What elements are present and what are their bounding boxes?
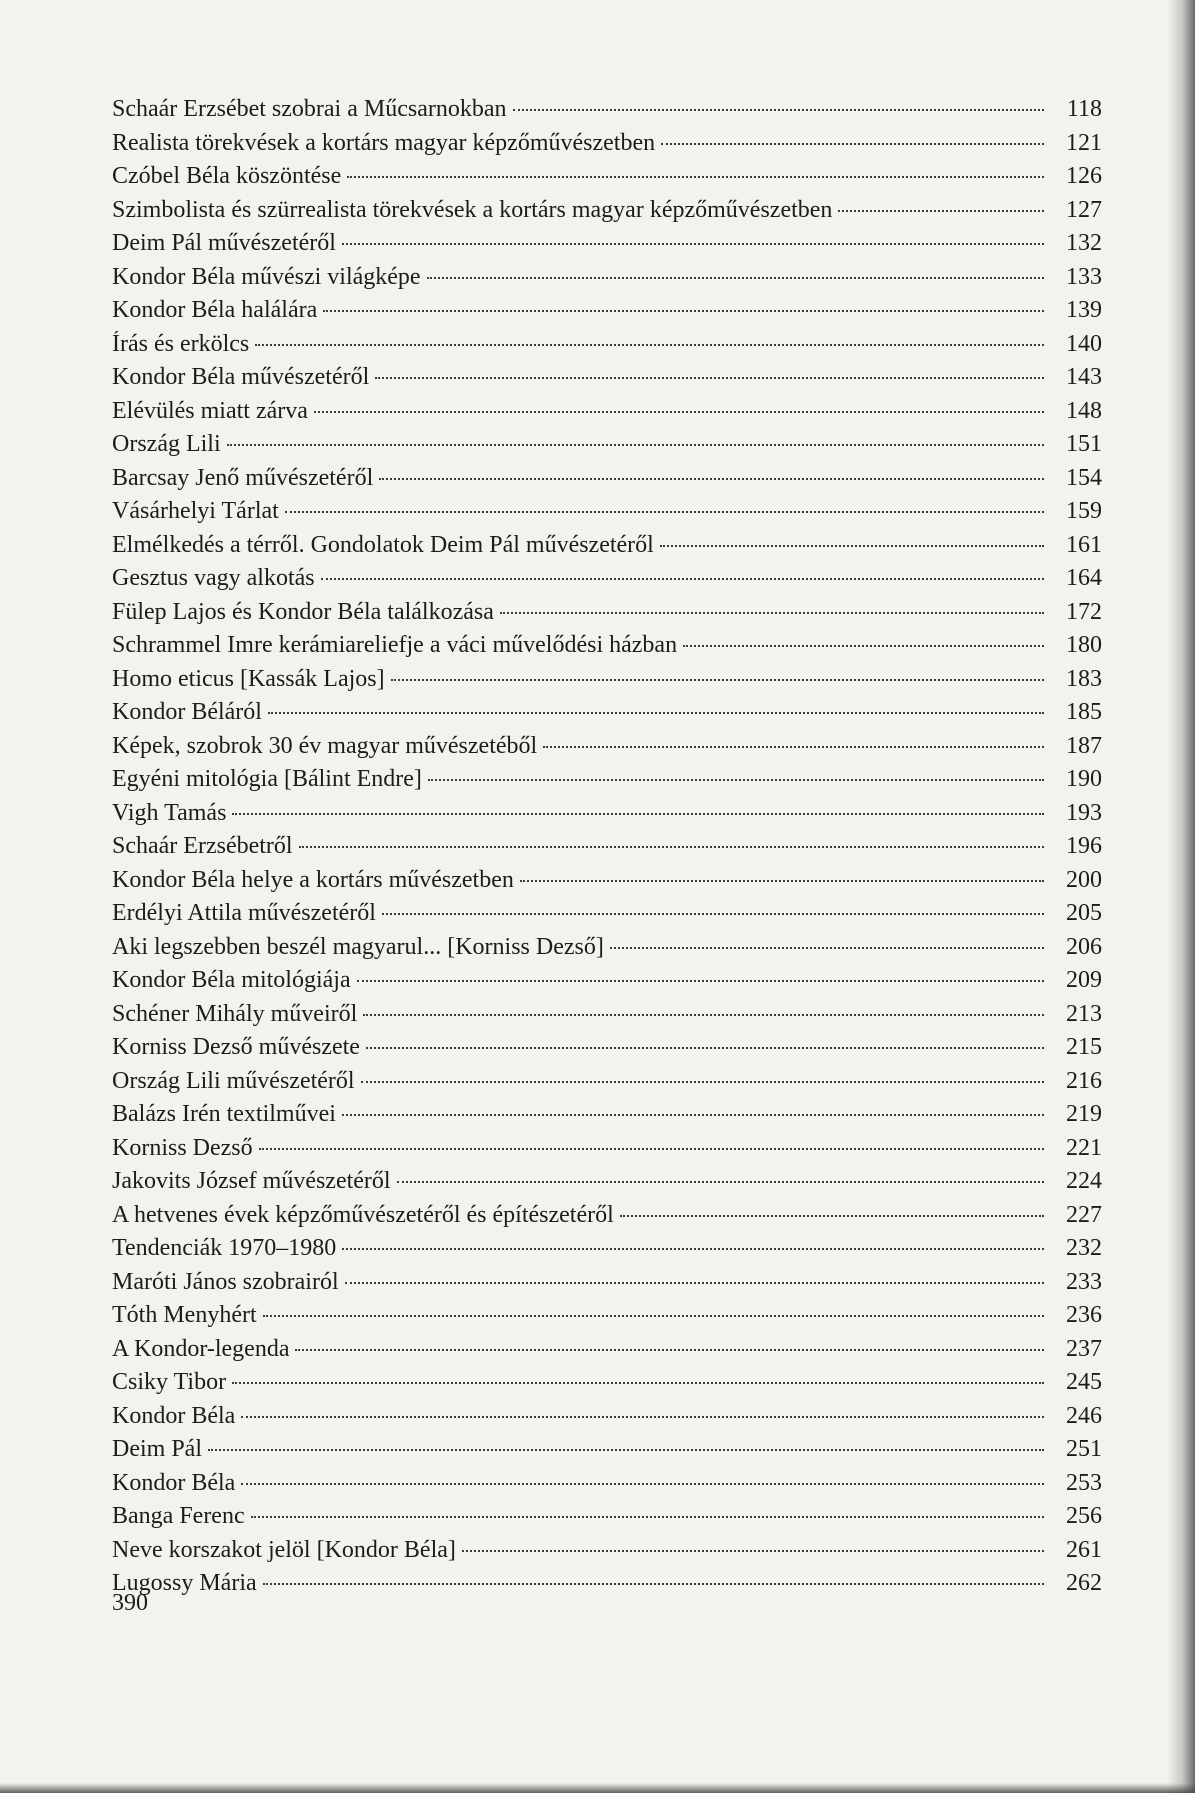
toc-entry (112, 900, 1102, 934)
toc-entry-page: 164 (1066, 565, 1102, 591)
toc-entry-page: 161 (1066, 531, 1102, 558)
toc-entry-page: 227 (1066, 1201, 1102, 1228)
toc-entry-page: 140 (1066, 330, 1102, 357)
toc-entry (112, 565, 1102, 599)
dot-leader (428, 779, 1044, 781)
toc-entry-title: Szimbolista és szürrealista törekvések a kortárs magyar képzőművészetben (112, 196, 833, 223)
dot-leader (661, 143, 1044, 145)
toc-entry-page: 206 (1066, 933, 1102, 960)
toc-entry-title: Kondor Béla halálára (112, 297, 318, 323)
toc-entry-title: Deim Pál (112, 1436, 202, 1462)
toc-entry-page: 190 (1066, 766, 1102, 792)
toc-entry (112, 498, 1102, 532)
toc-entry-title: Schaár Erzsébetről (112, 833, 293, 859)
toc-entry (112, 532, 1102, 566)
toc-entry (112, 1537, 1102, 1571)
toc-entry-title: Korniss Dezső (112, 1134, 253, 1161)
toc-entry-title: Egyéni mitológia [Bálint Endre] (112, 766, 422, 792)
dot-leader (543, 746, 1044, 748)
toc-entry-page: 185 (1066, 699, 1102, 725)
toc-entry-page: 193 (1066, 799, 1102, 826)
toc-entry-title: Realista törekvések a kortárs magyar képzőművészetben (112, 129, 656, 156)
toc-entry-title: Neve korszakot jelöl [Kondor Béla] (112, 1536, 456, 1563)
toc-entry-title: Schrammel Imre kerámiareliefje a váci művelődési házban (112, 632, 678, 658)
toc-entry (112, 1135, 1102, 1169)
dot-leader (513, 109, 1045, 111)
toc-entry (112, 297, 1102, 331)
dot-leader (342, 1248, 1044, 1250)
dot-leader (208, 1449, 1044, 1451)
dot-leader (342, 1114, 1044, 1116)
dot-leader (620, 1215, 1044, 1217)
toc-entry-title: Kondor Béláról (112, 699, 262, 725)
toc-entry-title: Elmélkedés a térről. Gondolatok Deim Pál művészetéről (112, 531, 654, 558)
toc-entry (112, 364, 1102, 398)
toc-entry (112, 431, 1102, 465)
dot-leader (232, 1382, 1044, 1384)
dot-leader (259, 1148, 1044, 1150)
toc-entry-title: Erdélyi Attila művészetéről (112, 900, 376, 926)
toc-entry (112, 1202, 1102, 1236)
toc-entry-page: 127 (1066, 196, 1102, 223)
toc-entry (112, 666, 1102, 700)
toc-entry (112, 96, 1102, 130)
toc-entry-page: 246 (1066, 1402, 1102, 1429)
toc-entry-title: Kondor Béla (112, 1469, 236, 1496)
toc-entry-page: 205 (1066, 900, 1102, 926)
toc-entry (112, 1101, 1102, 1135)
toc-entry-page: 200 (1066, 866, 1102, 893)
toc-entry-title: Fülep Lajos és Kondor Béla találkozása (112, 598, 494, 625)
toc-entry-title: Vásárhelyi Tárlat (112, 498, 279, 524)
toc-entry-title: Deim Pál művészetéről (112, 230, 336, 256)
toc-entry (112, 766, 1102, 800)
toc-entry (112, 130, 1102, 164)
toc-entry-title: Aki legszebben beszél magyarul... [Korniss Dezső] (112, 933, 604, 960)
toc-entry-title: Képek, szobrok 30 év magyar művészetéből (112, 732, 538, 759)
dot-leader (363, 1014, 1044, 1016)
dot-leader (268, 712, 1044, 714)
toc-entry-page: 139 (1066, 297, 1102, 323)
toc-entry (112, 1168, 1102, 1202)
toc-entry-title: Gesztus vagy alkotás (112, 565, 315, 591)
toc-entry-title: Ország Lili művészetéről (112, 1067, 355, 1094)
toc-entry-title: Lugossy Mária (112, 1570, 257, 1596)
toc-entry-page: 237 (1066, 1335, 1102, 1362)
toc-entry-title: Tóth Menyhért (112, 1302, 257, 1328)
toc-entry-title: Elévülés miatt zárva (112, 397, 308, 424)
dot-leader (299, 846, 1044, 848)
page-edge-shadow (1167, 0, 1195, 1793)
toc-entry-page: 245 (1066, 1369, 1102, 1395)
toc-entry-page: 187 (1066, 732, 1102, 759)
toc-entry (112, 1034, 1102, 1068)
dot-leader (375, 377, 1044, 379)
toc-entry-page: 133 (1066, 263, 1102, 290)
dot-leader (321, 578, 1044, 580)
page-number: 390 (112, 1590, 148, 1616)
toc-entry (112, 1302, 1102, 1336)
toc-entry (112, 1001, 1102, 1035)
toc-entry-title: Maróti János szobrairól (112, 1268, 339, 1295)
toc-entry-title: Kondor Béla művészi világképe (112, 263, 421, 290)
dot-leader (379, 478, 1044, 480)
toc-entry (112, 967, 1102, 1001)
toc-entry-title: Kondor Béla művészetéről (112, 364, 370, 390)
toc-entry-page: 126 (1066, 163, 1102, 189)
toc-entry-title: Ország Lili (112, 431, 221, 457)
dot-leader (251, 1516, 1044, 1518)
toc-entry-title: Banga Ferenc (112, 1503, 245, 1529)
dot-leader (314, 411, 1044, 413)
toc-entry (112, 1068, 1102, 1102)
toc-entry-title: Kondor Béla helye a kortárs művészetben (112, 866, 514, 893)
dot-leader (366, 1047, 1044, 1049)
toc-entry-page: 180 (1066, 632, 1102, 658)
toc-entry (112, 1403, 1102, 1437)
toc-entry-title: Schaár Erzsébet szobrai a Műcsarnokban (112, 96, 507, 122)
dot-leader (520, 880, 1044, 882)
toc-entry (112, 934, 1102, 968)
toc-entry-page: 261 (1066, 1536, 1102, 1563)
toc-entry-title: Vigh Tamás (112, 799, 227, 826)
toc-entry-page: 159 (1066, 498, 1102, 524)
toc-entry-page: 216 (1066, 1067, 1102, 1094)
toc-entry (112, 1235, 1102, 1269)
toc-entry (112, 1470, 1102, 1504)
toc-entry-page: 143 (1066, 364, 1102, 390)
toc-entry-page: 172 (1066, 598, 1102, 625)
toc-entry (112, 1503, 1102, 1537)
dot-leader (500, 612, 1044, 614)
toc-entry-page: 253 (1066, 1469, 1102, 1496)
toc-entry (112, 230, 1102, 264)
dot-leader (660, 545, 1044, 547)
toc-entry-title: Homo eticus [Kassák Lajos] (112, 665, 385, 692)
toc-entry-title: Czóbel Béla köszöntése (112, 163, 342, 189)
dot-leader (683, 645, 1044, 647)
dot-leader (285, 511, 1044, 513)
toc-entry (112, 800, 1102, 834)
dot-leader (347, 176, 1044, 178)
toc-entry-page: 132 (1066, 230, 1102, 256)
toc-entry (112, 1570, 1102, 1604)
toc-entry-page: 262 (1066, 1570, 1102, 1596)
toc-entry-page: 256 (1066, 1503, 1102, 1529)
dot-leader (427, 277, 1044, 279)
dot-leader (462, 1550, 1044, 1552)
toc-entry-page: 151 (1066, 431, 1102, 457)
page-bottom-edge (0, 1783, 1195, 1793)
toc-entry-title: Schéner Mihály műveiről (112, 1000, 358, 1027)
toc-entry-page: 232 (1066, 1235, 1102, 1261)
dot-leader (263, 1315, 1044, 1317)
dot-leader (232, 813, 1044, 815)
toc-entry (112, 699, 1102, 733)
toc-entry-title: A Kondor-legenda (112, 1335, 290, 1362)
toc-entry (112, 264, 1102, 298)
toc-entry-page: 196 (1066, 833, 1102, 859)
toc-entry-title: Kondor Béla (112, 1402, 236, 1429)
toc-entry-page: 219 (1066, 1101, 1102, 1127)
dot-leader (241, 1416, 1044, 1418)
toc-entry (112, 398, 1102, 432)
toc-entry-title: Barcsay Jenő művészetéről (112, 464, 374, 491)
toc-entry-page: 251 (1066, 1436, 1102, 1462)
toc-entry (112, 1336, 1102, 1370)
dot-leader (263, 1583, 1044, 1585)
dot-leader (610, 947, 1044, 949)
toc-entry (112, 163, 1102, 197)
toc-entry-page: 209 (1066, 967, 1102, 993)
toc-entry-page: 215 (1066, 1034, 1102, 1060)
toc-entry-page: 236 (1066, 1302, 1102, 1328)
toc-entry-page: 183 (1066, 665, 1102, 692)
toc-entry-page: 224 (1066, 1168, 1102, 1194)
dot-leader (838, 210, 1044, 212)
toc-entry (112, 1436, 1102, 1470)
dot-leader (391, 679, 1044, 681)
toc-entry-page: 118 (1066, 96, 1102, 122)
toc-entry (112, 833, 1102, 867)
dot-leader (397, 1181, 1044, 1183)
dot-leader (323, 310, 1044, 312)
toc-entry (112, 465, 1102, 499)
toc-entry-page: 121 (1066, 129, 1102, 156)
dot-leader (241, 1483, 1044, 1485)
dot-leader (361, 1081, 1044, 1083)
toc-entry-title: Tendenciák 1970–1980 (112, 1235, 337, 1261)
toc-entry (112, 632, 1102, 666)
dot-leader (255, 344, 1044, 346)
toc-entry (112, 197, 1102, 231)
toc-entry (112, 1269, 1102, 1303)
dot-leader (295, 1349, 1044, 1351)
toc-entry-page: 154 (1066, 464, 1102, 491)
toc-entry-page: 213 (1066, 1000, 1102, 1027)
toc-entry-title: Balázs Irén textilművei (112, 1101, 336, 1127)
toc-entry-title: A hetvenes évek képzőművészetéről és építészetéről (112, 1201, 614, 1228)
toc-entry-page: 148 (1066, 397, 1102, 424)
dot-leader (342, 243, 1044, 245)
toc-entry (112, 1369, 1102, 1403)
dot-leader (357, 980, 1044, 982)
toc-entry-title: Csiky Tibor (112, 1369, 227, 1395)
dot-leader (227, 444, 1044, 446)
toc-entry-page: 233 (1066, 1268, 1102, 1295)
table-of-contents (112, 96, 1102, 1604)
dot-leader (382, 913, 1044, 915)
dot-leader (345, 1282, 1044, 1284)
toc-entry (112, 331, 1102, 365)
toc-entry (112, 733, 1102, 767)
toc-entry-title: Korniss Dezső művészete (112, 1034, 360, 1060)
toc-entry-title: Jakovits József művészetéről (112, 1168, 391, 1194)
toc-entry-title: Írás és erkölcs (112, 330, 250, 357)
toc-entry (112, 599, 1102, 633)
toc-entry-page: 221 (1066, 1134, 1102, 1161)
toc-entry-title: Kondor Béla mitológiája (112, 967, 351, 993)
toc-entry (112, 867, 1102, 901)
